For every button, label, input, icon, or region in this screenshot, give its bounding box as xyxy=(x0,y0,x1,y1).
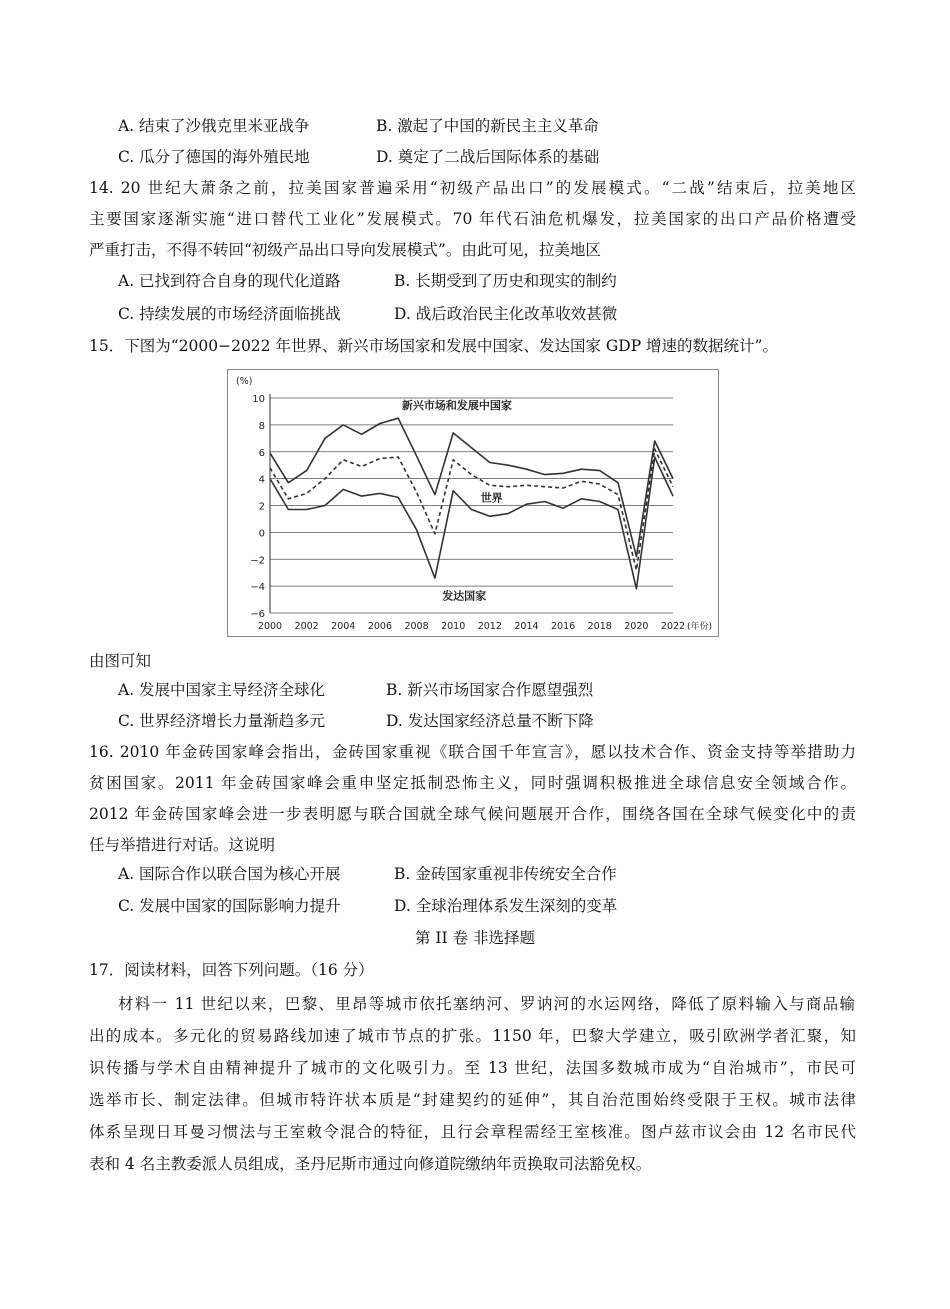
x-tick-label: 2022 xyxy=(660,621,686,632)
y-tick-label: 2 xyxy=(258,501,265,513)
q14-stem-line: 主要国家逐渐实施“进口替代工业化”发展模式。70 年代石油危机爆发，拉美国家的出口产品价格遭受 xyxy=(89,210,856,228)
q14-option-a: A. 已找到符合自身的现代化道路 xyxy=(118,272,341,290)
q16-stem-line: 贫困国家。2011 年金砖国家峰会重申坚定抵制恐怖主义，同时强调积极推进全球信息安全领域合作。 xyxy=(89,774,856,792)
q13-option-b: B. 激起了中国的新民主主义革命 xyxy=(376,117,599,135)
q15-after-text: 由图可知 xyxy=(89,652,152,670)
q13-option-c: C. 瓜分了德国的海外殖民地 xyxy=(118,148,310,166)
q17-material-line: 材料一 11 世纪以来，巴黎、里昂等城市依托塞纳河、罗讷河的水运网络，降低了原料输入与商品输 xyxy=(118,995,855,1013)
q17-material-line: 体系呈现日耳曼习惯法与王室敕令混合的特征，且行会章程需经王室核准。图卢兹市议会由 12 名市民代 xyxy=(89,1123,856,1141)
q14-stem-line: 严重打击，不得不转回“初级产品出口导向发展模式”。由此可见，拉美地区 xyxy=(89,241,601,259)
q14-stem-line: 14. 20 世纪大萧条之前，拉美国家普遍采用“初级产品出口”的发展模式。“二战”结束后，拉美地区 xyxy=(89,179,856,197)
q14-option-d: D. 战后政治民主化改革收效甚微 xyxy=(394,305,618,323)
series-line xyxy=(270,457,673,589)
q14-option-b: B. 长期受到了历史和现实的制约 xyxy=(394,272,617,290)
x-tick-label: 2016 xyxy=(550,621,576,632)
q15-option-c: C. 世界经济增长力量渐趋多元 xyxy=(118,712,326,730)
y-unit-label: (%) xyxy=(236,376,253,387)
q16-option-a: A. 国际合作以联合国为核心开展 xyxy=(118,865,341,883)
q17-material-line: 识传播与学术自由精神提升了城市的文化吸引力。至 13 世纪，法国多数城市成为“自治城市”，市民可 xyxy=(89,1059,856,1077)
x-tick-label: 2002 xyxy=(294,621,319,632)
x-tick-label: 2010 xyxy=(441,621,466,632)
q17-stem: 17．阅读材料，回答下列问题。（16 分） xyxy=(89,961,374,979)
y-tick-label: 0 xyxy=(258,528,265,540)
y-tick-label: −4 xyxy=(250,582,265,594)
q16-option-b: B. 金砖国家重视非传统安全合作 xyxy=(394,865,617,883)
q15-option-a: A. 发展中国家主导经济全球化 xyxy=(118,681,326,699)
series-label: 世界 xyxy=(480,491,503,505)
y-tick-label: 6 xyxy=(258,447,265,459)
q14-option-c: C. 持续发展的市场经济面临挑战 xyxy=(118,305,341,323)
y-tick-label: 10 xyxy=(252,394,265,405)
q13-option-a: A. 结束了沙俄克里米亚战争 xyxy=(118,117,310,135)
q15-stem: 15．下图为“2000−2022 年世界、新兴市场国家和发展中国家、发达国家 GDP 增速的数据统计”。 xyxy=(89,337,778,355)
x-tick-label: 2000 xyxy=(257,621,283,632)
x-tick-label: 2014 xyxy=(514,621,539,632)
q17-material-line: 选举市长、制定法律。但城市特许状本质是“封建契约的延伸”，其自治范围始终受限于王权。城市法律 xyxy=(89,1091,856,1109)
q16-stem-line: 任与举措进行对话。这说明 xyxy=(89,836,276,854)
x-tick-label: 2008 xyxy=(404,621,429,632)
x-tick-label: 2018 xyxy=(587,621,612,632)
q17-material-line: 表和 4 名主教委派人员组成，圣丹尼斯市通过向修道院缴纳年贡换取司法豁免权。 xyxy=(89,1155,652,1173)
x-tick-label: 2012 xyxy=(477,621,502,632)
x-tick-label: 2004 xyxy=(331,621,356,632)
q15-option-d: D. 发达国家经济总量不断下降 xyxy=(386,712,594,730)
x-tick-label: 2020 xyxy=(624,621,649,632)
gdp-growth-chart xyxy=(227,369,719,637)
y-tick-label: 4 xyxy=(258,474,265,486)
q15-option-b: B. 新兴市场国家合作愿望强烈 xyxy=(386,681,594,699)
gdp-growth-chart-svg xyxy=(228,370,718,636)
q16-stem-line: 2012 年金砖国家峰会进一步表明愿与联合国就全球气候问题展开合作，围绕各国在全球气候变化中的责 xyxy=(89,805,856,823)
y-tick-label: −2 xyxy=(250,555,265,567)
q17-material-line: 出的成本。多元化的贸易路线加速了城市节点的扩张。1150 年，巴黎大学建立，吸引欧洲学者汇聚，知 xyxy=(89,1027,856,1045)
x-unit-label: (年份) xyxy=(687,622,713,632)
series-line xyxy=(270,418,673,556)
series-label: 发达国家 xyxy=(442,589,487,603)
y-tick-label: −6 xyxy=(250,609,265,620)
y-tick-label: 8 xyxy=(258,420,265,432)
section-title: 第 II 卷 非选择题 xyxy=(414,929,536,947)
q16-stem-line: 16. 2010 年金砖国家峰会指出，金砖国家重视《联合国千年宣言》，愿以技术合作、资金支持等举措助力 xyxy=(89,743,856,761)
q16-option-c: C. 发展中国家的国际影响力提升 xyxy=(118,897,341,915)
q13-option-d: D. 奠定了二战后国际体系的基础 xyxy=(376,148,600,166)
x-tick-label: 2006 xyxy=(367,621,393,632)
q16-option-d: D. 全球治理体系发生深刻的变革 xyxy=(394,897,618,915)
series-label: 新兴市场和发展中国家 xyxy=(401,398,512,412)
